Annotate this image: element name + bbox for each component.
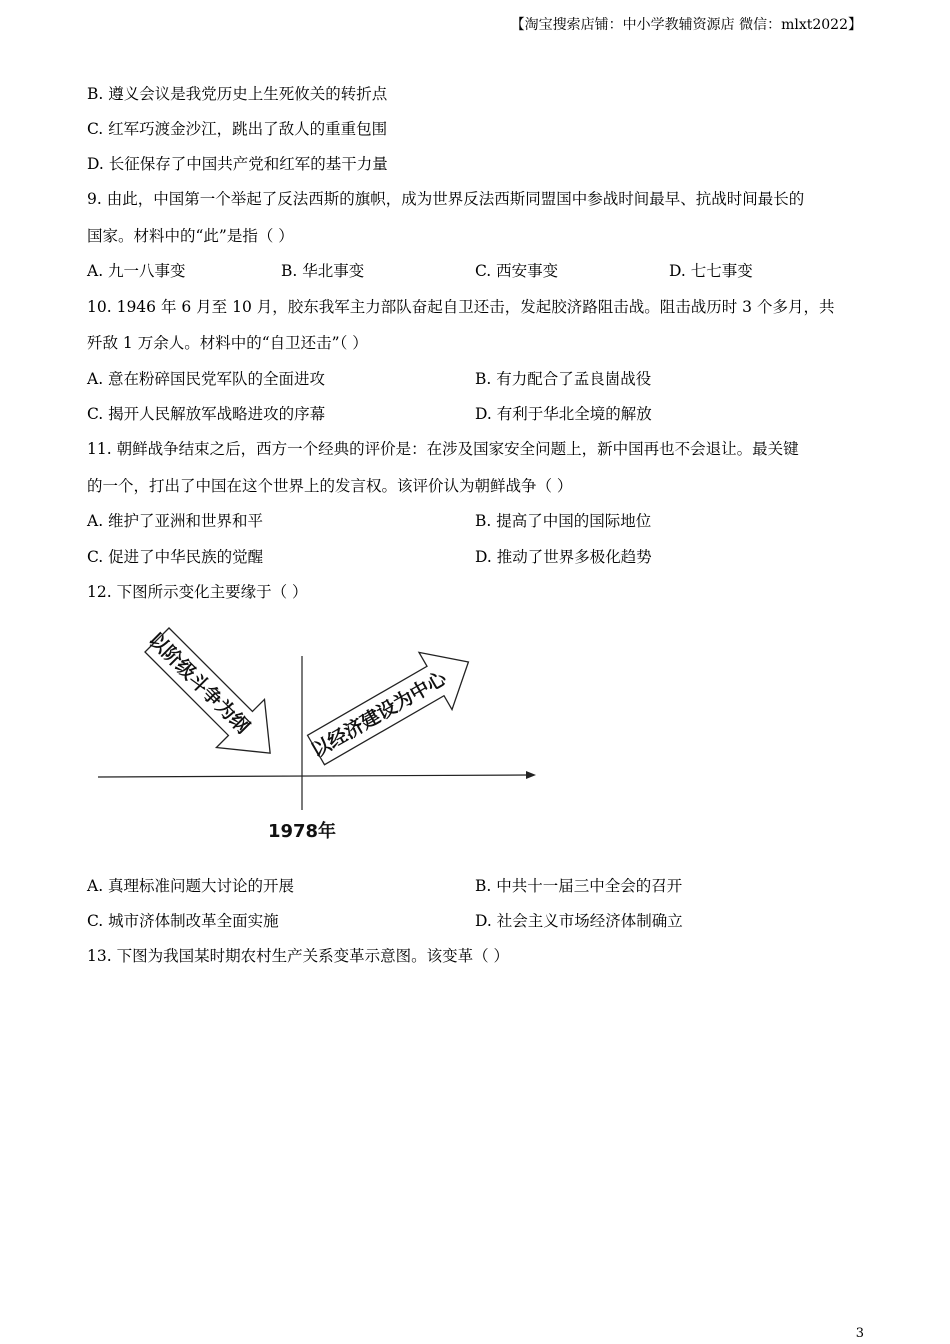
q8-option-b: B. 遵义会议是我党历史上生死攸关的转折点	[87, 85, 388, 103]
q11-option-a: A. 维护了亚洲和世界和平	[87, 512, 264, 530]
page-header: 【淘宝搜索店铺：中小学教辅资源店 微信：mlxt2022】	[510, 17, 862, 33]
q11-stem-line1: 11. 朝鲜战争结束之后，西方一个经典的评价是：在涉及国家安全问题上，新中国再也不会退让。最关键	[87, 440, 799, 458]
q12-option-d: D. 社会主义市场经济体制确立	[475, 912, 683, 930]
q10-option-b: B. 有力配合了孟良崮战役	[475, 370, 652, 388]
q11-option-b: B. 提高了中国的国际地位	[475, 512, 652, 530]
q9-option-c: C. 西安事变	[475, 262, 559, 280]
right-arrow-shape	[296, 633, 485, 780]
q10-option-d: D. 有利于华北全境的解放	[475, 405, 652, 423]
q12-option-a: A. 真理标准问题大讨论的开展	[87, 877, 295, 895]
right-arrow-label: 以经济建设为中心	[307, 667, 451, 763]
q9-option-a: A. 九一八事变	[87, 262, 186, 280]
q11-option-d: D. 推动了世界多极化趋势	[475, 548, 652, 566]
q12-option-b: B. 中共十一届三中全会的召开	[475, 877, 683, 895]
policy-shift-figure	[90, 622, 550, 852]
q9-stem-line1: 9. 由此，中国第一个举起了反法西斯的旗帜，成为世界反法西斯同盟国中参战时间最早、抗战时间最长的	[87, 190, 805, 208]
q9-stem-line2: 国家。材料中的“此”是指（ ）	[87, 227, 294, 245]
q9-option-b: B. 华北事变	[281, 262, 365, 280]
q10-option-a: A. 意在粉碎国民党军队的全面进攻	[87, 370, 326, 388]
q9-option-d: D. 七七事变	[669, 262, 753, 280]
q13-stem: 13. 下图为我国某时期农村生产关系变革示意图。该变革（ ）	[87, 947, 510, 965]
left-arrow-shape	[128, 622, 294, 777]
axis-arrowhead	[526, 771, 536, 779]
q10-option-c: C. 揭开人民解放军战略进攻的序幕	[87, 405, 326, 423]
timeline-axis	[98, 775, 528, 777]
q10-stem-line2: 歼敌 1 万余人。材料中的“自卫还击”（ ）	[87, 334, 368, 352]
left-arrow-label: 以阶级斗争为纲	[143, 628, 254, 738]
q11-stem-line2: 的一个，打出了中国在这个世界上的发言权。该评价认为朝鲜战争（ ）	[87, 477, 573, 495]
q8-option-d: D. 长征保存了中国共产党和红军的基干力量	[87, 155, 388, 173]
q12-option-c: C. 城市济体制改革全面实施	[87, 912, 279, 930]
year-label: 1978年	[267, 821, 337, 842]
q10-stem-line1: 10. 1946 年 6 月至 10 月，胶东我军主力部队奋起自卫还击，发起胶济路阻击战。阻击战历时 3 个多月，共	[87, 298, 835, 316]
q12-stem: 12. 下图所示变化主要缘于（ ）	[87, 583, 308, 601]
page-number: 3	[855, 1326, 864, 1341]
q11-option-c: C. 促进了中华民族的觉醒	[87, 548, 264, 566]
q8-option-c: C. 红军巧渡金沙江，跳出了敌人的重重包围	[87, 120, 388, 138]
